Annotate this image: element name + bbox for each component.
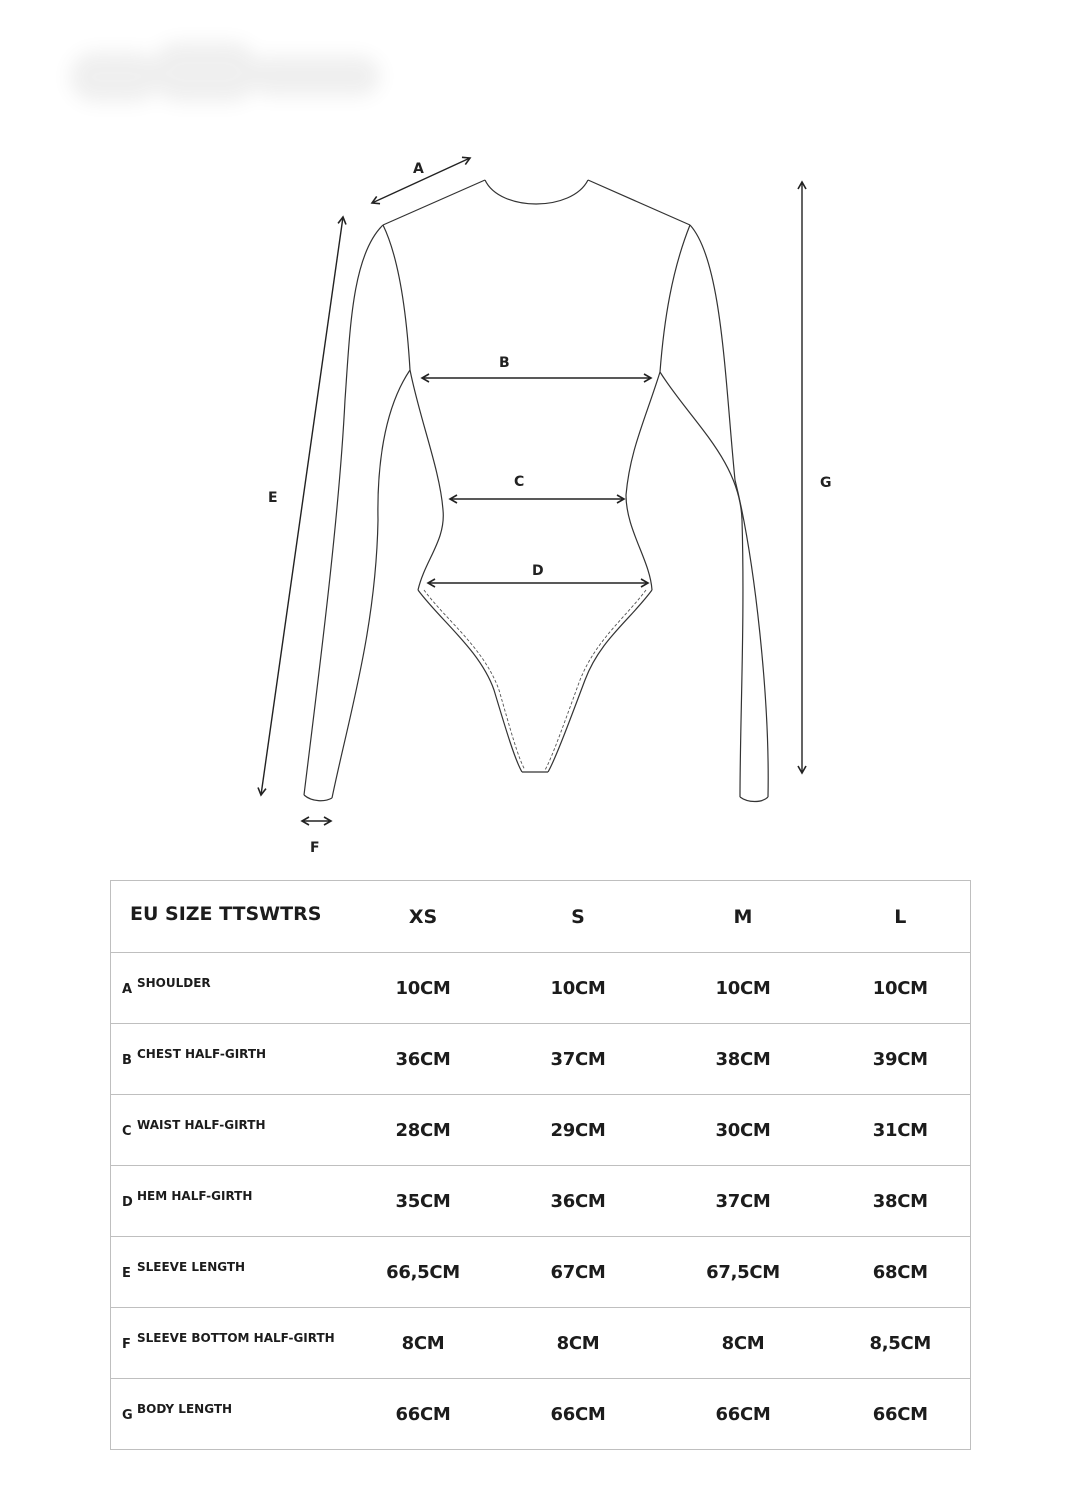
value-cell: 66CM xyxy=(831,1379,971,1450)
value-cell: 38CM xyxy=(715,1048,771,1070)
table-row xyxy=(111,1308,971,1379)
neckline xyxy=(485,180,588,204)
table-row xyxy=(111,1095,971,1166)
value-cell: 66CM xyxy=(395,1403,451,1425)
value-cell: 10CM xyxy=(395,977,451,999)
measurement-letter: F xyxy=(122,1336,131,1352)
right-torso-side xyxy=(626,372,660,590)
measurement-name: SLEEVE LENGTH xyxy=(137,1260,246,1274)
label-d: D xyxy=(532,563,544,579)
measurement-labels xyxy=(268,161,832,856)
measurement-letter: E xyxy=(122,1265,131,1281)
size-header-s: S xyxy=(571,905,585,928)
label-c: C xyxy=(514,474,525,490)
measurement-letter: C xyxy=(122,1123,132,1139)
value-cell: 36CM xyxy=(550,1190,606,1212)
left-sleeve-inner xyxy=(332,225,410,798)
measurement-name: SHOULDER xyxy=(137,976,211,990)
table-row xyxy=(111,1166,971,1237)
table-row xyxy=(111,1024,971,1095)
measurement-letter: D xyxy=(122,1194,133,1210)
size-header-l: L xyxy=(831,881,971,953)
measurement-arrows xyxy=(261,158,802,821)
left-sleeve-outer xyxy=(304,225,383,795)
value-cell: 28CM xyxy=(395,1119,451,1141)
value-cell: 36CM xyxy=(395,1048,451,1070)
size-header-m: M xyxy=(733,905,753,928)
value-cell: 68CM xyxy=(831,1237,971,1308)
label-e: E xyxy=(268,490,278,506)
measurement-letter: B xyxy=(122,1052,132,1068)
size-header-xs: XS xyxy=(408,905,438,928)
value-cell: 35CM xyxy=(395,1190,451,1212)
value-cell: 10CM xyxy=(715,977,771,999)
label-b: B xyxy=(499,355,510,371)
leg-stitching xyxy=(424,590,646,770)
value-cell: 10CM xyxy=(831,953,971,1024)
table-row xyxy=(111,953,971,1024)
value-cell: 8CM xyxy=(721,1332,765,1354)
label-g: G xyxy=(820,475,832,491)
table-row xyxy=(111,1379,971,1450)
bodysuit-outline xyxy=(304,180,768,802)
right-leg-opening xyxy=(548,590,652,772)
size-chart-table xyxy=(110,880,971,1450)
value-cell: 66,5CM xyxy=(386,1261,460,1283)
value-cell: 8CM xyxy=(401,1332,445,1354)
size-header-row xyxy=(111,881,971,953)
value-cell: 37CM xyxy=(715,1190,771,1212)
label-f: F xyxy=(310,840,320,856)
left-shoulder-seam xyxy=(383,180,485,225)
measurement-name: SLEEVE BOTTOM HALF-GIRTH xyxy=(137,1331,335,1345)
value-cell: 39CM xyxy=(831,1024,971,1095)
measurement-name: WAIST HALF-GIRTH xyxy=(137,1118,266,1132)
right-sleeve-inner xyxy=(660,225,743,797)
label-a: A xyxy=(413,161,424,177)
table-row xyxy=(111,1237,971,1308)
value-cell: 66CM xyxy=(715,1403,771,1425)
value-cell: 8CM xyxy=(556,1332,600,1354)
left-torso-side xyxy=(410,370,443,590)
value-cell: 38CM xyxy=(831,1166,971,1237)
value-cell: 67,5CM xyxy=(706,1261,780,1283)
value-cell: 66CM xyxy=(550,1403,606,1425)
right-cuff xyxy=(740,797,768,802)
left-cuff xyxy=(304,795,332,801)
measurement-letter: G xyxy=(122,1407,133,1423)
value-cell: 10CM xyxy=(550,977,606,999)
measurement-letter: A xyxy=(122,981,133,997)
arrow-e xyxy=(261,217,343,795)
left-leg-opening xyxy=(418,590,522,772)
right-sleeve-outer xyxy=(690,225,768,797)
value-cell: 8,5CM xyxy=(831,1308,971,1379)
right-shoulder-seam xyxy=(588,180,690,225)
value-cell: 30CM xyxy=(715,1119,771,1141)
value-cell: 31CM xyxy=(831,1095,971,1166)
measurement-name: HEM HALF-GIRTH xyxy=(137,1189,253,1203)
measurement-name: CHEST HALF-GIRTH xyxy=(137,1047,267,1061)
measurement-name: BODY LENGTH xyxy=(137,1402,233,1416)
value-cell: 29CM xyxy=(550,1119,606,1141)
value-cell: 67CM xyxy=(550,1261,606,1283)
table-title: EU SIZE TTSWTRS xyxy=(130,902,322,925)
value-cell: 37CM xyxy=(550,1048,606,1070)
